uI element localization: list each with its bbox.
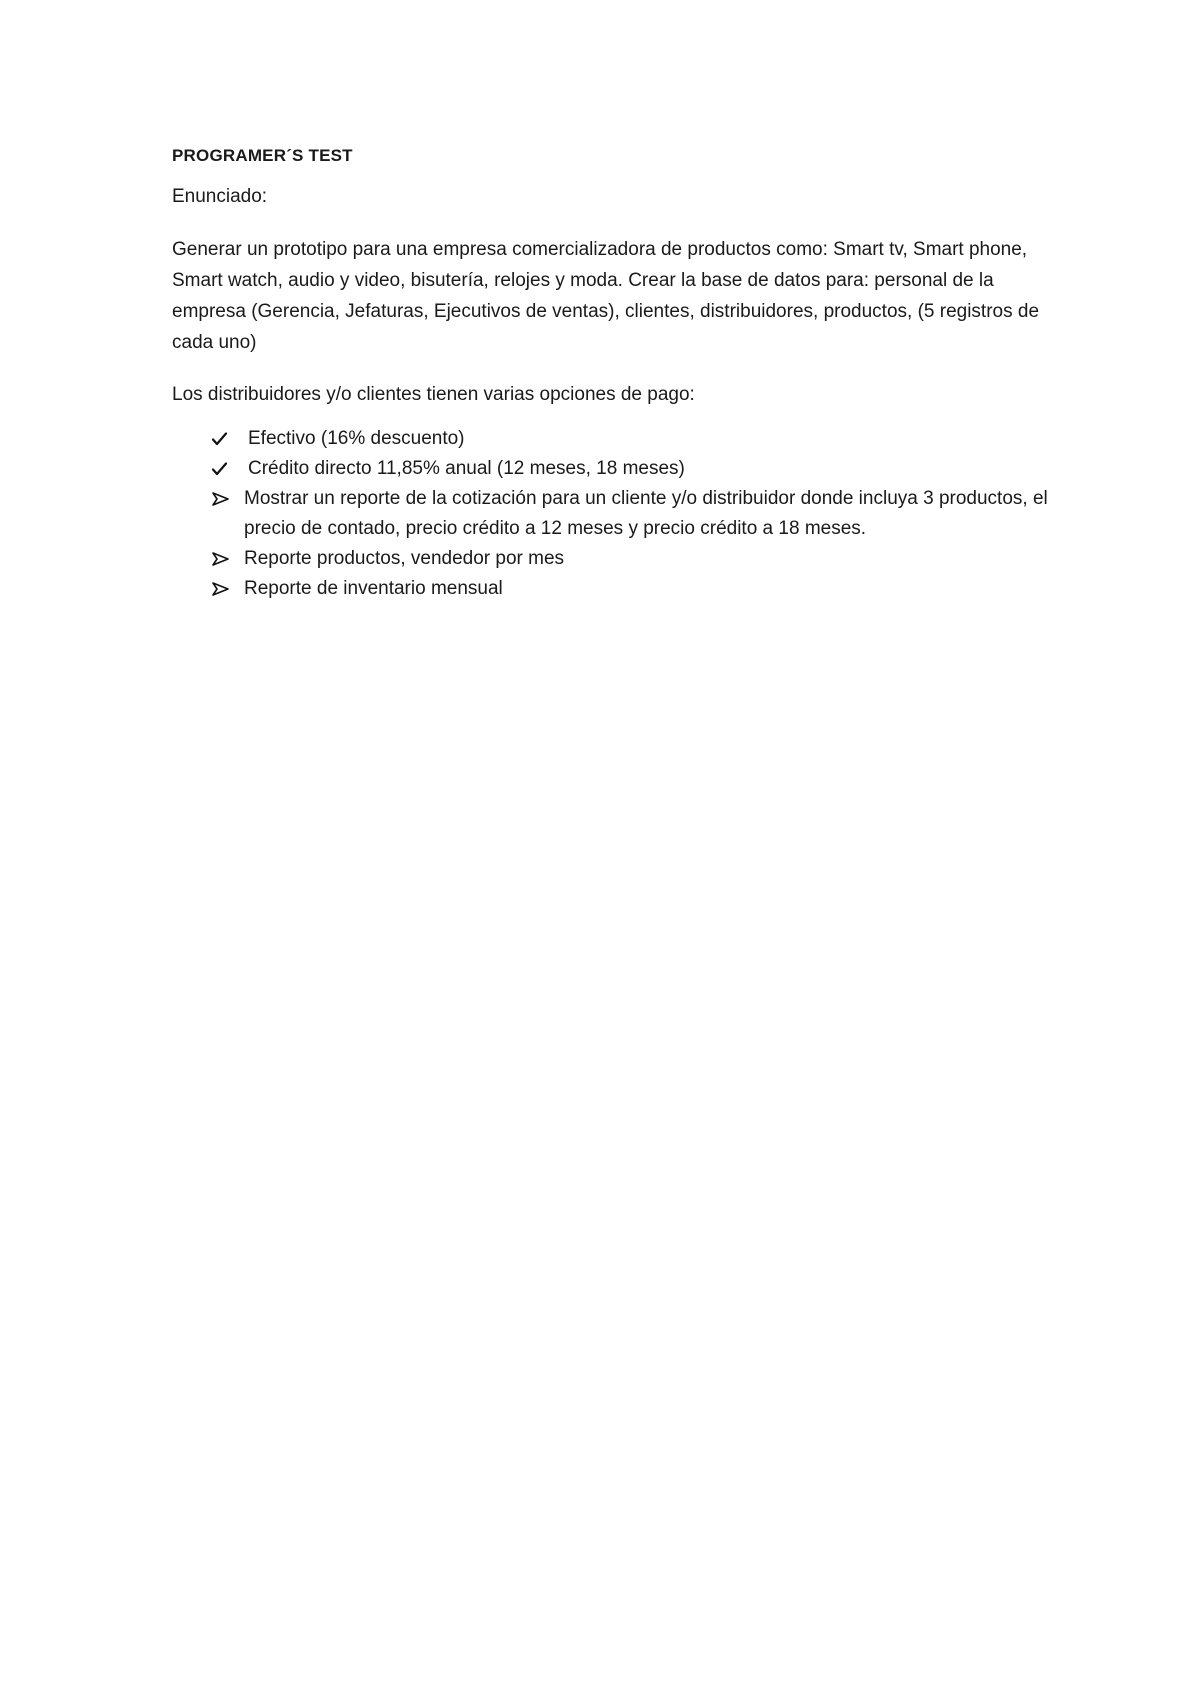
checkmark-icon bbox=[212, 454, 234, 484]
statement-paragraph: Generar un prototipo para una empresa comercializadora de productos como: Smart tv, Smart phone, Smart watch, audio y video, bisutería, relojes y moda. Crear la base de datos para: personal de la empresa (Gerencia, Jefaturas, Ejecutivos de ventas), clientes, distribuidores, productos, (5 registros de cada uno) bbox=[172, 239, 1040, 353]
arrow-bullet-icon bbox=[212, 484, 234, 514]
payment-options-intro: Los distribuidores y/o clientes tienen varias opciones de pago: bbox=[172, 384, 695, 405]
document-title: PROGRAMER´S TEST bbox=[172, 146, 353, 165]
list-item-text: Reporte de inventario mensual bbox=[244, 578, 503, 599]
document-body bbox=[172, 144, 1052, 604]
list-item-text: Reporte productos, vendedor por mes bbox=[244, 548, 565, 569]
arrow-bullet-icon bbox=[212, 544, 234, 574]
section-heading: Enunciado: bbox=[172, 186, 268, 207]
list-item bbox=[212, 424, 1052, 454]
arrow-bullet-icon bbox=[212, 574, 234, 604]
list-item-text: Efectivo (16% descuento) bbox=[248, 428, 465, 449]
list-item-text: Crédito directo 11,85% anual (12 meses, 18 meses) bbox=[248, 458, 685, 479]
list-item-text: Mostrar un reporte de la cotización para un cliente y/o distribuidor donde incluya 3 productos, el precio de contado, precio crédito a 12 meses y precio crédito a 18 meses. bbox=[244, 488, 1048, 539]
list-item bbox=[212, 454, 1052, 484]
list-item bbox=[212, 544, 1052, 574]
requirements-list bbox=[212, 424, 1052, 604]
checkmark-icon bbox=[212, 424, 234, 454]
list-item bbox=[212, 574, 1052, 604]
list-item bbox=[212, 484, 1052, 544]
